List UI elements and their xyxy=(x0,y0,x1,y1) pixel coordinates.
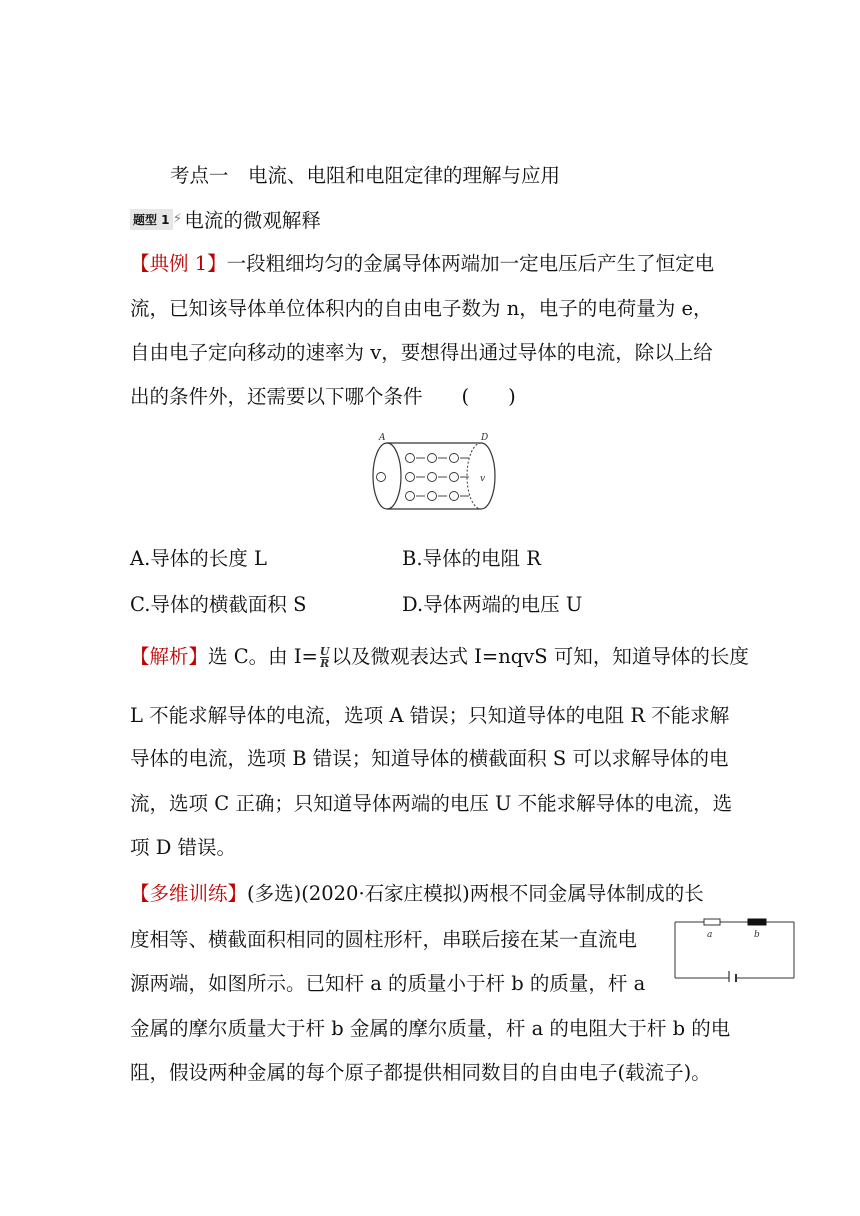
figure-label-a: A xyxy=(379,433,386,443)
analysis-line-2: L 不能求解导体的电流，选项 A 错误；只知道导体的电阻 R 不能求解 xyxy=(130,704,730,727)
fraction-denominator: R xyxy=(320,657,330,670)
analysis-line-1 xyxy=(130,645,749,669)
electron xyxy=(377,473,386,482)
analysis-text-post: 以及微观表达式 I=nqvS 可知，知道导体的长度 xyxy=(331,645,749,668)
training-line-5: 阻，假设两种金属的每个原子都提供相同数目的自由电子(载流子)。 xyxy=(130,1061,711,1084)
training-line-2: 度相等、横截面积相同的圆柱形杆，串联后接在某一直流电 xyxy=(130,928,638,951)
analysis-line-3: 导体的电流，选项 B 错误；知道导体的横截面积 S 可以求解导体的电 xyxy=(130,747,729,770)
cylinder-left-end xyxy=(373,443,401,509)
example-tag: 【典例 1】 xyxy=(130,252,227,275)
lightning-icon: ⚡ xyxy=(172,211,183,227)
electron xyxy=(428,454,437,463)
electron xyxy=(428,473,437,482)
option-d: D.导体两端的电压 U xyxy=(402,593,583,616)
figure-label-d: D xyxy=(481,433,489,443)
electron xyxy=(406,473,415,482)
electron xyxy=(450,473,459,482)
circuit-figure xyxy=(670,914,800,982)
fraction-numerator: U xyxy=(319,645,330,658)
electron xyxy=(406,454,415,463)
electron xyxy=(450,454,459,463)
circuit-wires xyxy=(675,922,794,978)
analysis-line-4: 流，选项 C 正确；只知道导体两端的电压 U 不能求解导体的电流，选 xyxy=(130,792,733,815)
option-b: B.导体的电阻 R xyxy=(402,547,541,570)
analysis-tag: 【解析】 xyxy=(130,645,209,668)
training-tag: 【多维训练】 xyxy=(130,882,248,905)
electron xyxy=(428,492,437,501)
question-type-title: 电流的微观解释 xyxy=(184,209,321,232)
figure-label-v: v xyxy=(480,474,486,484)
training-line-4: 金属的摩尔质量大于杆 b 金属的摩尔质量，杆 a 的电阻大于杆 b 的电 xyxy=(130,1017,731,1040)
option-c: C.导体的横截面积 S xyxy=(130,593,307,616)
formula-fraction xyxy=(320,646,330,669)
question-type-row xyxy=(130,205,321,233)
section-topic: 考点一 电流、电阻和电阻定律的理解与应用 xyxy=(170,164,561,187)
training-text-1: (多选)(2020·石家庄模拟)两根不同金属导体制成的长 xyxy=(247,882,704,905)
analysis-text-pre: 选 C。由 I= xyxy=(208,645,318,668)
electron xyxy=(450,492,459,501)
example-line-1 xyxy=(130,252,714,276)
rod-b xyxy=(748,919,766,925)
analysis-line-5: 项 D 错误。 xyxy=(130,836,237,859)
example-line-4: 出的条件外，还需要以下哪个条件 ( ) xyxy=(130,385,516,408)
conductor-figure xyxy=(365,430,505,514)
training-line-1 xyxy=(130,882,704,906)
example-line-2: 流，已知该导体单位体积内的自由电子数为 n，电子的电荷量为 e， xyxy=(130,297,713,320)
rod-label-a: a xyxy=(707,930,713,940)
example-text-1: 一段粗细均匀的金属导体两端加一定电压后产生了恒定电 xyxy=(226,252,715,275)
cylinder-right-end-back xyxy=(467,443,481,509)
rod-a xyxy=(704,919,720,925)
electron xyxy=(406,492,415,501)
example-line-3: 自由电子定向移动的速率为 v，要想得出通过导体的电流，除以上给 xyxy=(130,341,713,364)
option-a: A.导体的长度 L xyxy=(130,547,267,570)
electron-group xyxy=(377,454,470,501)
question-type-badge: 题型 1 xyxy=(130,209,173,230)
rod-label-b: b xyxy=(754,930,760,940)
training-line-3: 源两端，如图所示。已知杆 a 的质量小于杆 b 的质量，杆 a xyxy=(130,972,646,995)
